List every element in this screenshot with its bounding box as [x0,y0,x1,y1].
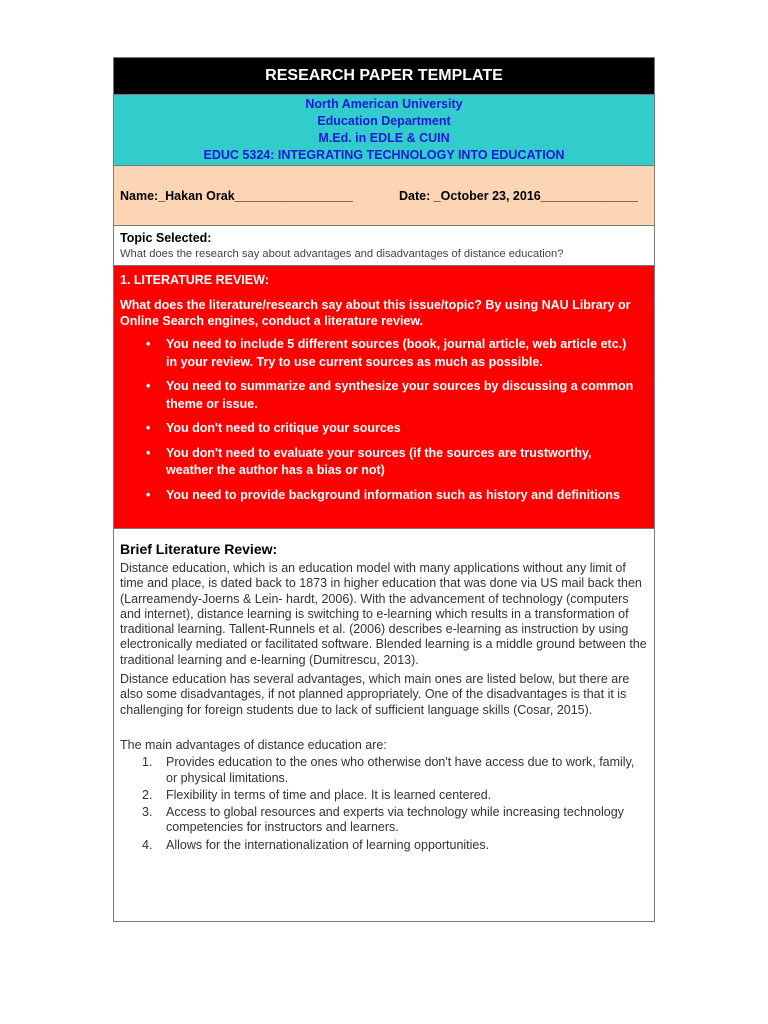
bullet-icon: • [146,421,151,435]
literature-question: What does the literature/research say about this issue/topic? By using NAU Library or Online Search engines, conduct a literature review. [120,298,631,328]
instruction-list [120,336,648,504]
list-number: 2. [142,787,153,802]
literature-review-instructions [114,266,654,529]
list-item [120,420,648,438]
list-text: Provides education to the ones who otherwise don't have access due to work, family, or physical limitations. [166,755,635,785]
list-text: Flexibility in terms of time and place. It is learned centered. [166,787,492,802]
course-header [114,95,654,166]
list-number: 3. [142,805,153,820]
list-item [120,755,648,786]
bullet-text: You need to summarize and synthesize your sources by discussing a common theme or issue. [166,379,634,411]
bullet-text: You don't need to critique your sources [166,421,401,435]
student-info [114,166,654,226]
bullet-text: You don't need to evaluate your sources (if the sources are trustworthy, weather the author has a bias or not) [166,445,592,477]
list-item [120,838,648,853]
advantages-intro: The main advantages of distance education are: [120,737,387,752]
list-item [120,788,648,803]
topic-label: Topic Selected: [120,231,212,245]
list-number: 1. [142,755,153,770]
list-item [120,336,648,371]
bullet-icon: • [146,337,151,351]
student-name: Name:_Hakan Orak_________________ [120,188,353,203]
research-paper-template [113,57,655,922]
course-name: EDUC 5324: INTEGRATING TECHNOLOGY INTO EDUCATION [203,148,565,162]
brief-literature-review [114,529,654,921]
template-title: RESEARCH PAPER TEMPLATE [114,58,654,95]
list-number: 4. [142,837,153,852]
department-name: Education Department [317,114,451,128]
topic-section [114,226,654,266]
bullet-icon: • [146,445,151,460]
list-item [120,378,648,413]
review-paragraph: Distance education has several advantages, which main ones are listed below, but there are also some disadvantages, if not planned appropriately. One of the disadvantages is that it is challenging for foreign students due to lack of sufficient language skills (Cosar, 2015). [120,672,630,717]
list-item [120,445,648,480]
submission-date: Date: _October 23, 2016______________ [399,188,639,203]
bullet-text: You need to provide background information such as history and definitions [166,487,620,502]
bullet-icon: • [146,487,151,502]
university-name: North American University [305,97,463,111]
topic-text: What does the research say about advantages and disadvantages of distance education? [120,248,564,260]
review-paragraph: Distance education, which is an education model with many applications without any limit of time and place, is dated back to 1873 in higher education that was done via US mail back then (Larreamendy-Joerns & Lein- hardt, 2006). With the advancement of technology (computers and internet), distance learning is switching to e-learning which results in a transformation of traditional learning. Tallent-Runnels et al. (2006) describes e-learning as instruction by using electronically mediated or facilitated software. Blended learning is a middle ground between the traditional learning and e-learning (Dumitrescu, 2013). [120,561,647,667]
literature-heading: 1. LITERATURE REVIEW: [120,273,269,287]
advantages-list [120,755,648,853]
review-title: Brief Literature Review: [120,541,278,557]
bullet-icon: • [146,379,151,393]
list-text: Allows for the internationalization of learning opportunities. [166,837,490,852]
list-item [120,487,648,505]
list-text: Access to global resources and experts via technology while increasing technology competencies for instructors and learners. [166,805,624,835]
list-item [120,805,648,836]
program-name: M.Ed. in EDLE & CUIN [318,131,450,145]
bullet-text: You need to include 5 different sources (book, journal article, web article etc.) in your review. Try to use current sources as much as possible. [166,337,627,369]
